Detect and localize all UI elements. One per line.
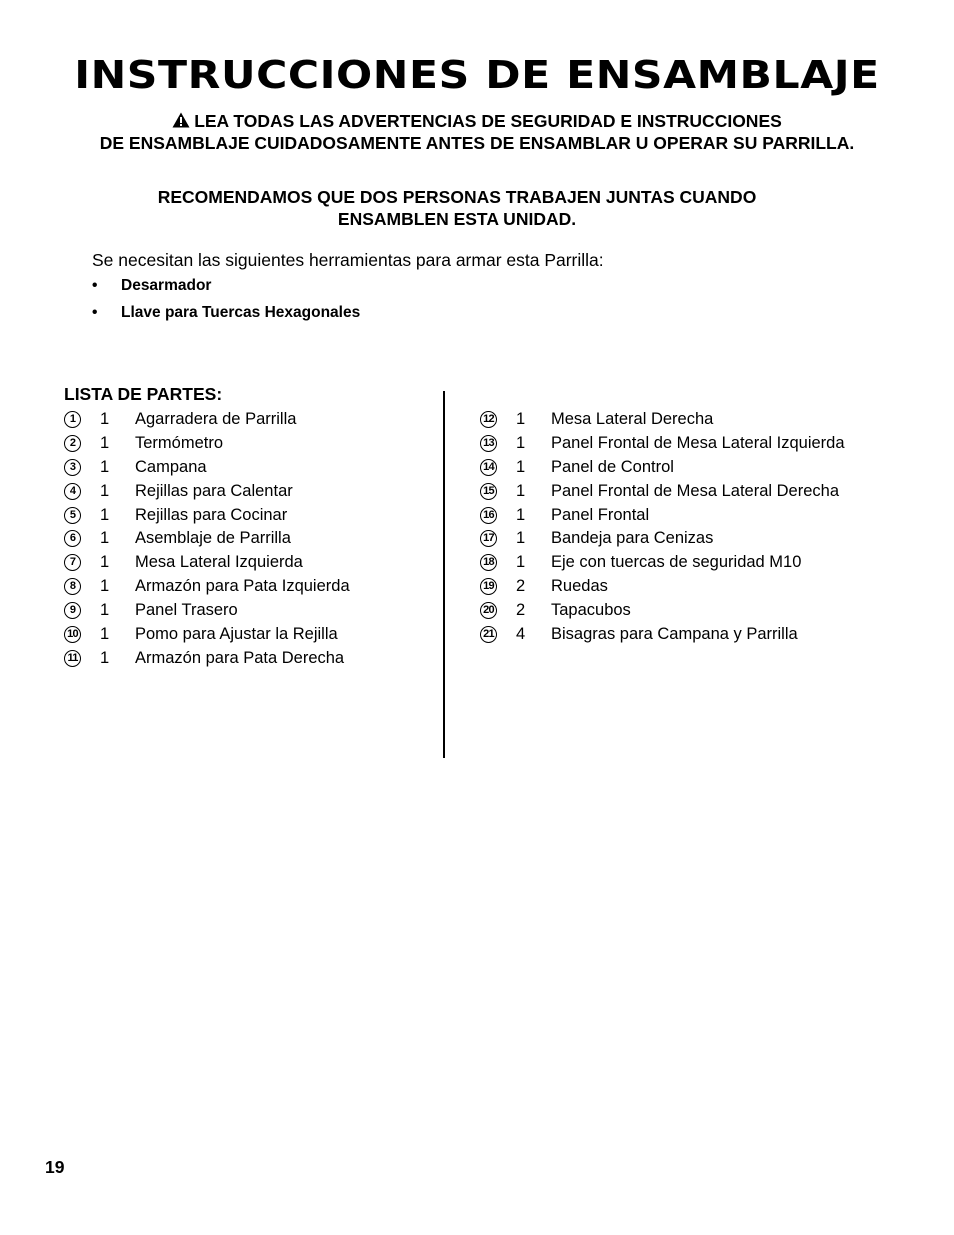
recommendation-line-2: ENSAMBLEN ESTA UNIDAD. xyxy=(337,209,577,229)
part-qty: 1 xyxy=(100,481,110,500)
part-number: 10 xyxy=(64,626,81,643)
warning-line-1 xyxy=(0,110,954,132)
part-qty: 1 xyxy=(516,553,526,572)
bullet: • xyxy=(92,277,98,294)
part-name: Termómetro xyxy=(135,433,224,452)
part-qty: 1 xyxy=(100,577,110,596)
two-person-recommendation xyxy=(0,186,914,230)
part-qty: 1 xyxy=(516,505,526,524)
part-number: 8 xyxy=(64,578,81,595)
part-qty: 1 xyxy=(100,457,110,476)
part-number: 9 xyxy=(64,602,81,619)
part-name: Panel Trasero xyxy=(135,601,238,620)
part-qty: 1 xyxy=(516,433,526,452)
part-number: 2 xyxy=(64,435,81,452)
part-name: Campana xyxy=(135,457,207,476)
part-name: Rejillas para Calentar xyxy=(135,481,293,500)
tool-name: Llave para Tuercas Hexagonales xyxy=(121,304,361,321)
part-name: Panel Frontal xyxy=(551,505,650,524)
part-name: Panel Frontal de Mesa Lateral Izquierda xyxy=(551,433,845,452)
part-number: 15 xyxy=(480,483,497,500)
part-number: 18 xyxy=(480,554,497,571)
safety-warning xyxy=(0,110,954,154)
part-name: Armazón para Pata Izquierda xyxy=(135,577,350,596)
part-qty: 1 xyxy=(100,529,110,548)
part-qty: 2 xyxy=(516,577,526,596)
part-name: Tapacubos xyxy=(551,601,631,620)
part-name: Agarradera de Parrilla xyxy=(135,410,297,428)
bullet: • xyxy=(92,304,98,321)
part-qty: 1 xyxy=(100,601,110,620)
warning-line-2: DE ENSAMBLAJE CUIDADOSAMENTE ANTES DE ENSAMBLAR U OPERAR SU PARRILLA. xyxy=(99,133,855,153)
part-name: Bisagras para Campana y Parrilla xyxy=(551,625,798,644)
part-number: 20 xyxy=(480,602,497,619)
part-qty: 1 xyxy=(100,433,110,452)
warning-triangle-icon xyxy=(172,112,190,128)
tool-name: Desarmador xyxy=(121,277,212,294)
part-name: Armazón para Pata Derecha xyxy=(135,648,345,667)
part-qty: 1 xyxy=(100,553,110,572)
part-number: 12 xyxy=(480,411,497,428)
warning-text-1: LEA TODAS LAS ADVERTENCIAS DE SEGURIDAD E INSTRUCCIONES xyxy=(194,111,782,131)
part-name: Panel Frontal de Mesa Lateral Derecha xyxy=(551,481,839,500)
part-number: 5 xyxy=(64,507,81,524)
part-name: Bandeja para Cenizas xyxy=(551,529,714,548)
part-number: 21 xyxy=(480,626,497,643)
page-title: INSTRUCCIONES DE ENSAMBLAJE xyxy=(74,53,880,97)
part-name: Mesa Lateral Izquierda xyxy=(135,553,303,572)
part-name: Mesa Lateral Derecha xyxy=(551,410,714,428)
part-name: Ruedas xyxy=(551,577,608,596)
part-number: 19 xyxy=(480,578,497,595)
recommendation-line-1: RECOMENDAMOS QUE DOS PERSONAS TRABAJEN JUNTAS CUANDO xyxy=(157,187,757,207)
part-qty: 1 xyxy=(516,481,526,500)
parts-list-heading: LISTA DE PARTES: xyxy=(64,384,223,404)
part-name: Panel de Control xyxy=(551,457,674,476)
part-number: 17 xyxy=(480,530,497,547)
part-number: 13 xyxy=(480,435,497,452)
part-qty: 1 xyxy=(516,410,526,428)
part-number: 14 xyxy=(480,459,497,476)
page-number: 19 xyxy=(45,1157,65,1177)
part-name: Pomo para Ajustar la Rejilla xyxy=(135,625,338,644)
part-number: 3 xyxy=(64,459,81,476)
part-qty: 1 xyxy=(100,625,110,644)
part-qty: 1 xyxy=(100,505,110,524)
tool-item xyxy=(92,303,360,323)
part-qty: 1 xyxy=(516,457,526,476)
column-divider xyxy=(443,391,445,758)
part-qty: 1 xyxy=(100,410,110,428)
part-qty: 4 xyxy=(516,625,526,644)
part-number: 4 xyxy=(64,483,81,500)
part-number: 1 xyxy=(64,411,81,428)
part-qty: 2 xyxy=(516,601,526,620)
part-name: Asemblaje de Parrilla xyxy=(135,529,291,548)
part-name: Eje con tuercas de seguridad M10 xyxy=(551,553,802,572)
part-number: 16 xyxy=(480,507,497,524)
part-qty: 1 xyxy=(100,648,110,667)
part-number: 11 xyxy=(64,650,81,667)
tool-item xyxy=(92,276,211,296)
part-name: Rejillas para Cocinar xyxy=(135,505,288,524)
part-number: 6 xyxy=(64,530,81,547)
part-qty: 1 xyxy=(516,529,526,548)
tools-intro: Se necesitan las siguientes herramientas para armar esta Parrilla: xyxy=(92,250,604,270)
part-number: 7 xyxy=(64,554,81,571)
